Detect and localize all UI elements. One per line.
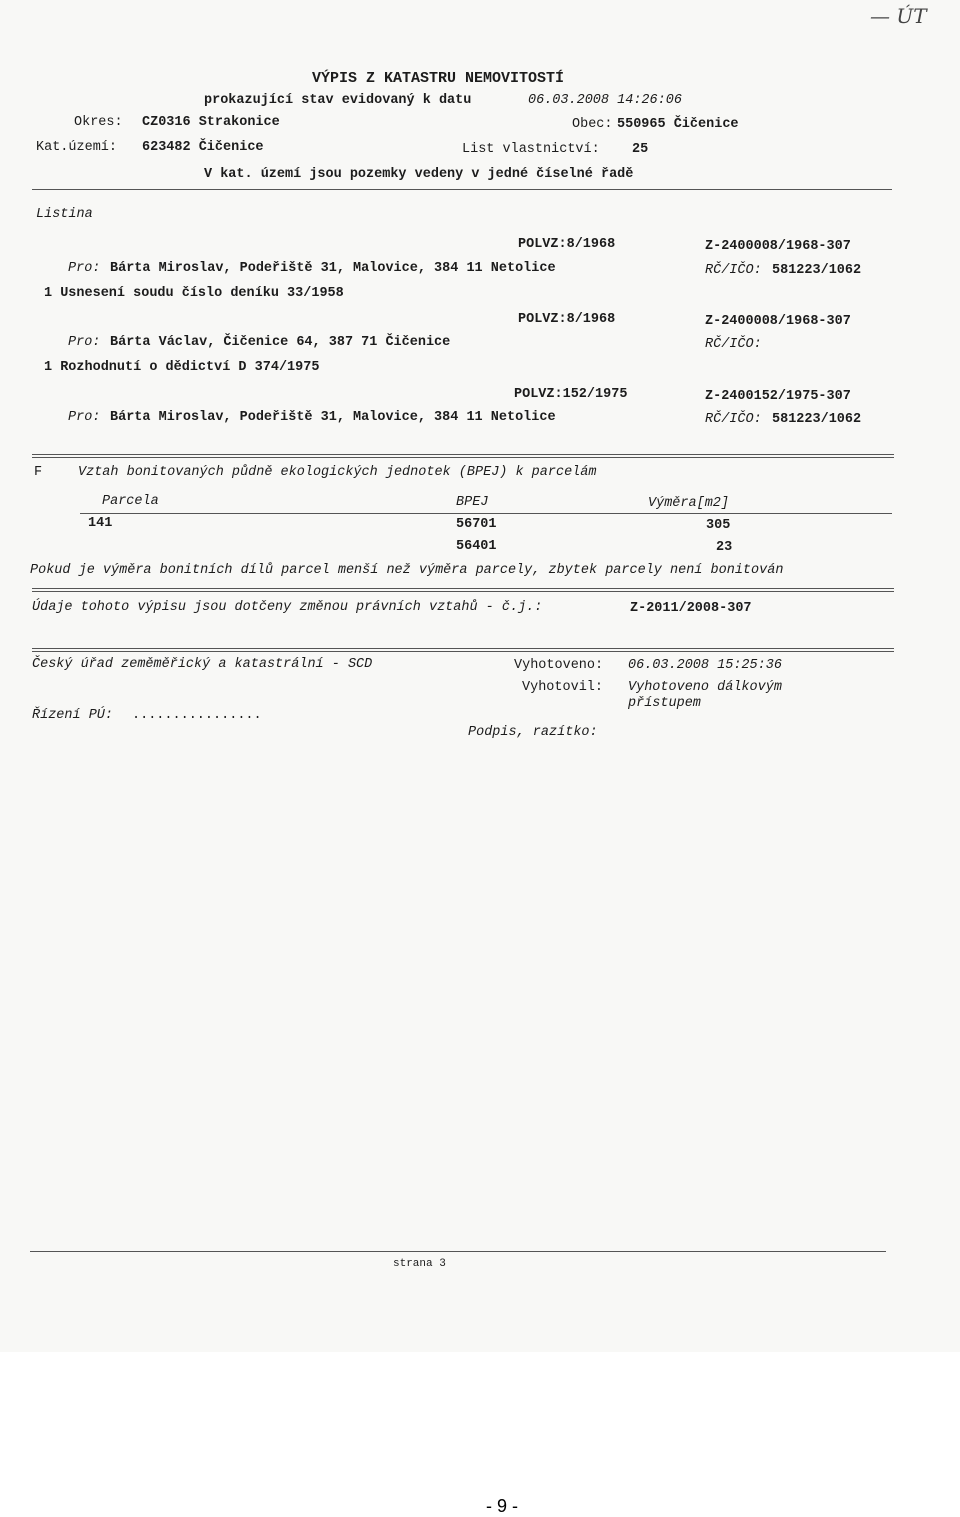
entry-1-rc-label: RČ/IČO: — [705, 263, 762, 278]
entry-3-rc-label: RČ/IČO: — [705, 412, 762, 427]
page-label: strana 3 — [393, 1258, 446, 1270]
rizeni-dots: ................ — [132, 708, 262, 723]
katuzemi-label: Kat.území: — [36, 140, 118, 155]
entry-2-document: 1 Rozhodnutí o dědictví D 374/1975 — [44, 360, 320, 375]
bpej-header-vymera: Výměra[m2] — [648, 496, 730, 511]
entry-2-pro: Bárta Václav, Čičenice 64, 387 71 Čičenice — [110, 335, 451, 350]
entry-2-zcode: Z-2400008/1968-307 — [705, 314, 851, 329]
entry-3-rc: 581223/1062 — [772, 412, 862, 427]
list-value: 25 — [632, 142, 649, 157]
bpej-note: Pokud je výměra bonitních dílů parcel menší než výměra parcely, zbytek parcely není bonitován — [30, 563, 784, 578]
created-by-value-1: Vyhotoveno dálkovým — [628, 680, 782, 695]
okres-label: Okres: — [74, 115, 123, 130]
document-title: VÝPIS Z KATASTRU NEMOVITOSTÍ — [312, 70, 565, 87]
signature-label: Podpis, razítko: — [468, 725, 598, 740]
section-listina: Listina — [36, 207, 93, 222]
section-f-title: Vztah bonitovaných půdně ekologických jednotek (BPEJ) k parcelám — [78, 465, 597, 480]
entry-2-pro-label: Pro: — [68, 335, 101, 350]
created-value: 06.03.2008 15:25:36 — [628, 658, 782, 673]
obec-value: 550965 Čičenice — [617, 117, 739, 132]
corner-mark: — ÚT — [870, 4, 927, 28]
created-by-value-2: přístupem — [628, 696, 701, 711]
page-footer-line — [30, 1251, 886, 1252]
created-label: Vyhotoveno: — [514, 658, 604, 673]
bpej-row-2-bpej: 56401 — [456, 539, 497, 554]
okres-value: CZ0316 Strakonice — [142, 115, 280, 130]
rizeni-label: Řízení PÚ: — [32, 708, 114, 723]
entry-1-pro-label: Pro: — [68, 261, 101, 276]
footer-divider-top — [32, 648, 894, 649]
bpej-header-bpej: BPEJ — [456, 495, 489, 510]
entry-2-polvz: POLVZ:8/1968 — [518, 312, 616, 327]
bpej-row-1-parcela: 141 — [88, 516, 113, 531]
bpej-row-1-bpej: 56701 — [456, 517, 497, 532]
numbering-note: V kat. území jsou pozemky vedeny v jedné číselné řadě — [204, 167, 634, 182]
entry-2-rc-label: RČ/IČO: — [705, 337, 762, 352]
section-f-divider-bottom — [32, 457, 894, 458]
entry-1-polvz: POLVZ:8/1968 — [518, 237, 616, 252]
entry-1-rc: 581223/1062 — [772, 263, 862, 278]
subtitle-label: prokazující stav evidovaný k datu — [204, 93, 472, 108]
bpej-row-2-vymera: 23 — [716, 540, 733, 555]
entry-1-document: 1 Usnesení soudu číslo deníku 33/1958 — [44, 286, 344, 301]
katuzemi-value: 623482 Čičenice — [142, 140, 264, 155]
entry-1-zcode: Z-2400008/1968-307 — [705, 239, 851, 254]
page-number: - 9 - — [486, 1496, 519, 1516]
subtitle-date: 06.03.2008 14:26:06 — [528, 93, 682, 108]
section-f-divider-top — [32, 454, 894, 455]
entry-3-polvz: POLVZ:152/1975 — [514, 387, 628, 402]
entry-3-zcode: Z-2400152/1975-307 — [705, 389, 851, 404]
footer-divider-bottom — [32, 651, 894, 652]
affected-value: Z-2011/2008-307 — [630, 601, 752, 616]
entry-1-pro: Bárta Miroslav, Podeřiště 31, Malovice, 384 11 Netolice — [110, 261, 556, 276]
list-label: List vlastnictví: — [462, 142, 600, 157]
section-f-letter: F — [34, 465, 43, 480]
obec-label: Obec: — [572, 117, 613, 132]
header-divider — [32, 189, 892, 190]
affected-label: Údaje tohoto výpisu jsou dotčeny změnou právních vztahů - č.j.: — [32, 600, 543, 615]
affected-divider-bottom — [32, 591, 894, 592]
bpej-row-1-vymera: 305 — [706, 518, 731, 533]
entry-3-pro: Bárta Miroslav, Podeřiště 31, Malovice, 384 11 Netolice — [110, 410, 556, 425]
affected-divider-top — [32, 588, 894, 589]
entry-3-pro-label: Pro: — [68, 410, 101, 425]
office-name: Český úřad zeměměřický a katastrální - SCD — [32, 657, 373, 672]
bpej-header-parcela: Parcela — [102, 494, 159, 509]
bpej-header-line — [80, 513, 892, 514]
created-by-label: Vyhotovil: — [522, 680, 604, 695]
